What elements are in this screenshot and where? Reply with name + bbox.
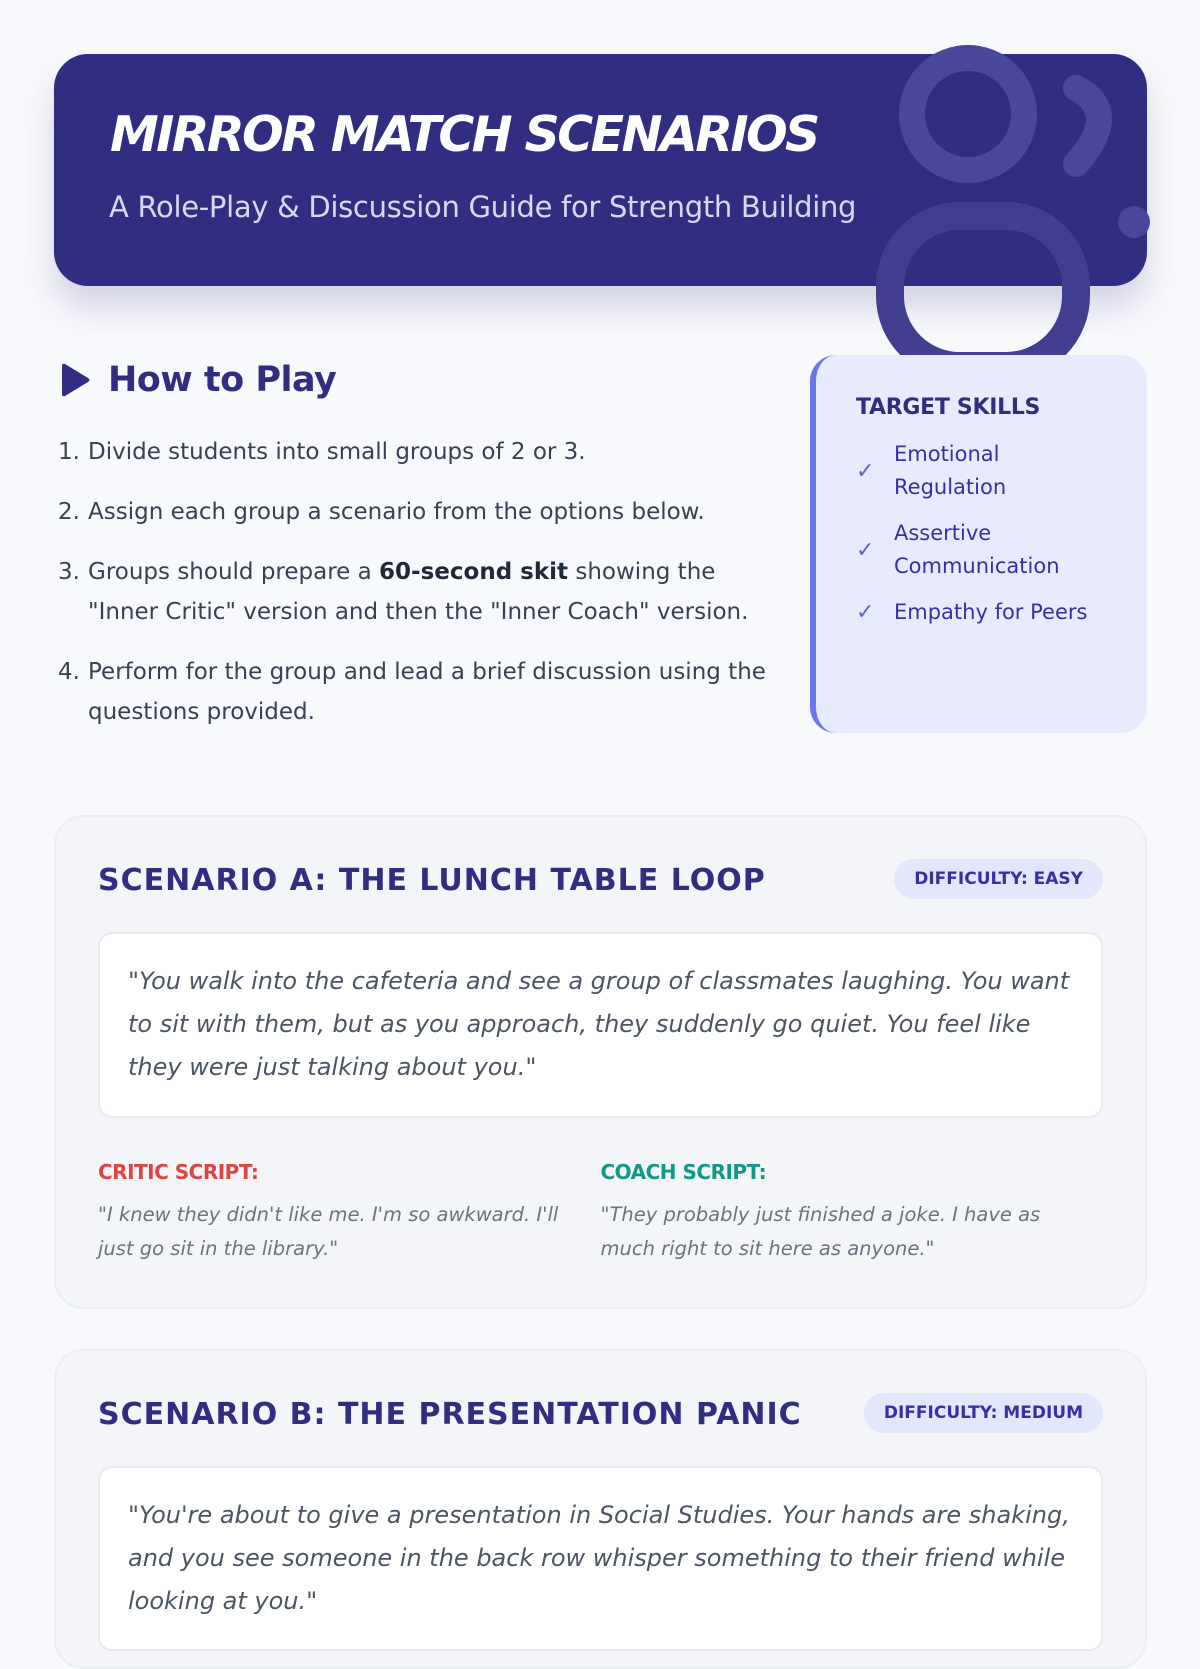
step-number: 3. (58, 559, 80, 585)
step-text-part: Groups should prepare a (88, 559, 380, 585)
step-text (88, 552, 778, 632)
step-item (58, 492, 778, 532)
coach-script-label: COACH SCRIPT: (600, 1160, 767, 1184)
skill-label: Emotional Regulation (894, 442, 1007, 499)
skill-item (856, 438, 1136, 504)
step-number: 4. (58, 659, 80, 685)
step-text: Assign each group a scenario from the options below. (88, 499, 705, 525)
check-icon: ✓ (856, 600, 875, 625)
scenario-prompt: "You walk into the cafeteria and see a group of classmates laughing. You want to sit with them, but as you approach, they suddenly go quiet. You feel like they were just talking about you." (98, 932, 1103, 1118)
decorative-shapes (54, 54, 1147, 286)
how-to-play-heading (58, 358, 778, 402)
scenario-title: SCENARIO A: THE LUNCH TABLE LOOP (98, 863, 766, 898)
page-subtitle: A Role-Play & Discussion Guide for Strength Building (109, 190, 857, 224)
scenario-card-a (54, 815, 1147, 1309)
step-number: 1. (58, 439, 80, 465)
header-banner (54, 54, 1147, 286)
scenario-title: SCENARIO B: THE PRESENTATION PANIC (98, 1397, 802, 1432)
difficulty-badge: DIFFICULTY: MEDIUM (864, 1393, 1103, 1433)
skill-label: Empathy for Peers (894, 600, 1088, 624)
coach-script (601, 1160, 1104, 1266)
target-skills-panel (810, 355, 1147, 733)
critic-script-label: CRITIC SCRIPT: (98, 1160, 259, 1184)
step-text: Perform for the group and lead a brief discussion using the questions provided. (88, 659, 766, 725)
scenario-prompt: "You're about to give a presentation in Social Studies. Your hands are shaking, and you see someone in the back row whisper something to their friend while looking at you." (98, 1466, 1103, 1651)
check-icon: ✓ (856, 458, 875, 484)
how-to-play-title: How to Play (108, 360, 337, 400)
step-item (58, 432, 778, 472)
coach-script-text: "They probably just finished a joke. I have as much right to sit here as anyone." (600, 1203, 1041, 1260)
skills-list (856, 438, 1136, 642)
steps-list (58, 432, 778, 732)
step-number: 2. (58, 499, 80, 525)
check-icon: ✓ (856, 537, 875, 563)
skill-item (856, 517, 1136, 583)
scenario-header (98, 859, 1103, 903)
skill-label: Assertive Communication (894, 521, 1060, 578)
difficulty-badge: DIFFICULTY: EASY (894, 859, 1103, 899)
step-text-emphasis: 60-second skit (379, 559, 569, 585)
play-icon (58, 362, 92, 398)
critic-script (98, 1160, 601, 1266)
scripts-row (98, 1160, 1103, 1266)
critic-script-text: "I knew they didn't like me. I'm so awkward. I'll just go sit in the library." (98, 1203, 559, 1260)
step-text-part: showing the "Inner Critic" version and then the "Inner Coach" version. (88, 559, 749, 625)
step-text: Divide students into small groups of 2 or 3. (88, 439, 586, 465)
skill-item (856, 596, 1136, 629)
how-to-play-section (58, 358, 778, 752)
scenario-header (98, 1393, 1103, 1437)
step-item (58, 652, 778, 732)
scenario-card-b (54, 1349, 1147, 1669)
target-skills-title: TARGET SKILLS (856, 395, 1041, 420)
page-title: MIRROR MATCH SCENARIOS (110, 106, 818, 163)
step-item (58, 552, 778, 632)
